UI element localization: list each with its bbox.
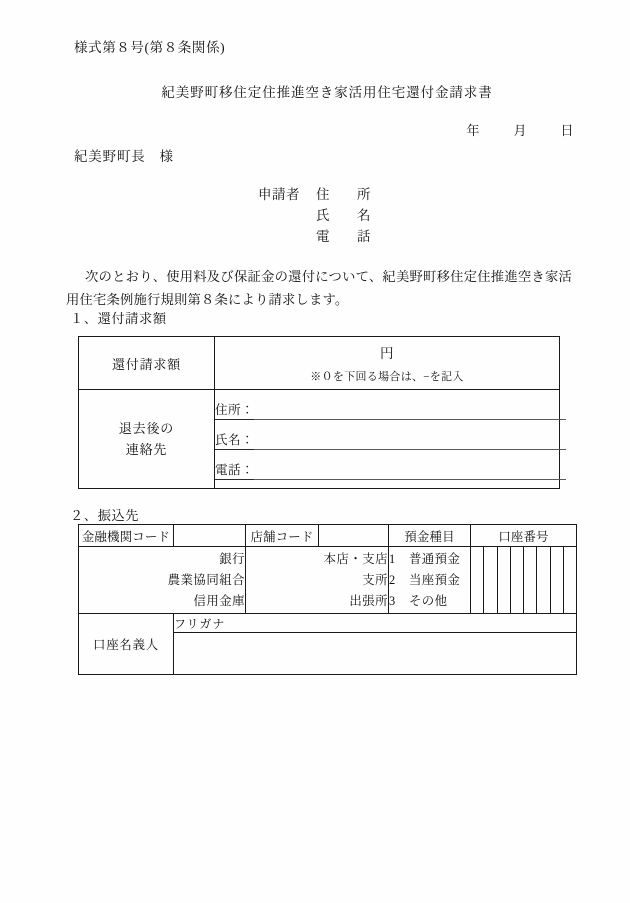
applicant-name-label: 氏 名 bbox=[316, 208, 378, 223]
deposit-type-current-label: 当座預金 bbox=[409, 572, 461, 587]
page-title: 紀美野町移住定住推進空き家活用住宅還付金請求書 bbox=[161, 85, 493, 100]
deposit-type-other-number: 3 bbox=[389, 593, 396, 608]
deposit-type-ordinary-label: 普通預金 bbox=[409, 551, 461, 566]
account-number-header: 口座番号 bbox=[471, 525, 577, 547]
account-number-digit-box[interactable] bbox=[564, 547, 576, 613]
section-1-label: １、還付請求額 bbox=[70, 311, 167, 326]
currency-unit: 円 bbox=[380, 346, 394, 361]
account-holder-name-input[interactable] bbox=[174, 633, 577, 675]
deposit-type-ordinary[interactable] bbox=[389, 549, 470, 570]
branch-type-sales-office[interactable]: 出張所 bbox=[349, 593, 388, 608]
body-line-2: 条例施行規則第８条により請求します。 bbox=[106, 292, 349, 307]
applicant-row-name bbox=[258, 205, 378, 226]
section-2-label: ２、振込先 bbox=[70, 508, 139, 523]
contact-label-line-1: 退去後の bbox=[118, 421, 175, 436]
contact-phone-input[interactable] bbox=[254, 464, 566, 480]
form-number: 様式第８号(第８条関係) bbox=[74, 40, 226, 55]
deposit-type-other-label: その他 bbox=[409, 593, 448, 608]
contact-address-input[interactable] bbox=[254, 404, 566, 420]
addressee bbox=[74, 145, 174, 165]
account-number-digit-box[interactable] bbox=[551, 547, 564, 613]
applicant-heading: 申請者 bbox=[258, 187, 300, 202]
contact-address-label: 住所： bbox=[215, 399, 254, 420]
table-row bbox=[79, 337, 560, 390]
addressee-honorific: 様 bbox=[159, 149, 174, 164]
account-number-digit-boxes[interactable] bbox=[471, 547, 576, 613]
account-number-cell[interactable] bbox=[471, 547, 577, 614]
institution-type-bank[interactable]: 銀行 bbox=[219, 551, 245, 566]
institution-code-header: 金融機関コード bbox=[79, 525, 174, 547]
account-number-digit-box[interactable] bbox=[484, 547, 497, 613]
deposit-type-ordinary-number: 1 bbox=[389, 551, 396, 566]
account-number-digit-box[interactable] bbox=[498, 547, 511, 613]
date-line bbox=[466, 120, 574, 139]
institution-type-options[interactable] bbox=[79, 547, 246, 614]
refund-table bbox=[78, 336, 560, 489]
contact-phone-row bbox=[215, 459, 559, 480]
applicant-block bbox=[258, 184, 378, 247]
applicant-phone-label: 電 話 bbox=[316, 229, 378, 244]
branch-type-head-or-branch[interactable]: 本店・支店 bbox=[323, 551, 388, 566]
account-number-digit-box[interactable] bbox=[537, 547, 550, 613]
applicant-address-label: 住 所 bbox=[316, 187, 378, 202]
contact-phone-label: 電話： bbox=[215, 459, 254, 480]
branch-code-header: 店舗コード bbox=[246, 525, 319, 547]
refund-amount-label: 還付請求額 bbox=[79, 337, 215, 390]
branch-type-sub-office[interactable]: 支所 bbox=[362, 572, 388, 587]
institution-type-shinkin[interactable]: 信用金庫 bbox=[193, 593, 245, 608]
table-row bbox=[79, 547, 577, 614]
body-paragraph bbox=[66, 265, 572, 311]
institution-code-value[interactable] bbox=[174, 525, 246, 547]
deposit-type-other[interactable] bbox=[389, 591, 470, 612]
contact-name-row bbox=[215, 429, 559, 450]
deposit-type-current-number: 2 bbox=[389, 572, 396, 587]
date-month-label: 月 bbox=[513, 123, 527, 138]
contact-label-line-2: 連絡先 bbox=[125, 442, 168, 457]
account-number-digit-box[interactable] bbox=[471, 547, 484, 613]
table-row bbox=[79, 390, 560, 489]
date-year-label: 年 bbox=[466, 123, 480, 138]
account-number-digit-box[interactable] bbox=[511, 547, 524, 613]
contact-fields-cell bbox=[215, 390, 560, 489]
account-holder-label: 口座名義人 bbox=[79, 614, 174, 675]
deposit-type-current[interactable] bbox=[389, 570, 470, 591]
contact-address-row bbox=[215, 399, 559, 420]
bank-transfer-table bbox=[78, 524, 577, 675]
deposit-type-header: 預金種目 bbox=[389, 525, 471, 547]
deposit-type-options[interactable] bbox=[389, 547, 471, 614]
refund-note: ※０を下回る場合は、−を記入 bbox=[310, 371, 464, 383]
applicant-row-address bbox=[258, 184, 378, 205]
branch-type-options[interactable] bbox=[246, 547, 389, 614]
contact-name-input[interactable] bbox=[254, 434, 566, 450]
body-line-1: 次のとおり、使用料及び保証金の還付について、紀美野町移住定住推進空き家活用住宅 bbox=[66, 269, 572, 307]
furigana-label: フリガナ bbox=[174, 614, 577, 633]
applicant-row-phone bbox=[258, 226, 378, 247]
addressee-name: 紀美野町長 bbox=[74, 149, 146, 164]
account-number-digit-box[interactable] bbox=[524, 547, 537, 613]
branch-code-value[interactable] bbox=[319, 525, 389, 547]
contact-name-label: 氏名： bbox=[215, 429, 254, 450]
table-row bbox=[79, 614, 577, 633]
date-day-label: 日 bbox=[560, 123, 574, 138]
refund-amount-cell[interactable] bbox=[215, 337, 560, 390]
contact-after-moveout-label bbox=[79, 390, 215, 489]
table-header-row bbox=[79, 525, 577, 547]
institution-type-agri-coop[interactable]: 農業協同組合 bbox=[167, 572, 245, 587]
